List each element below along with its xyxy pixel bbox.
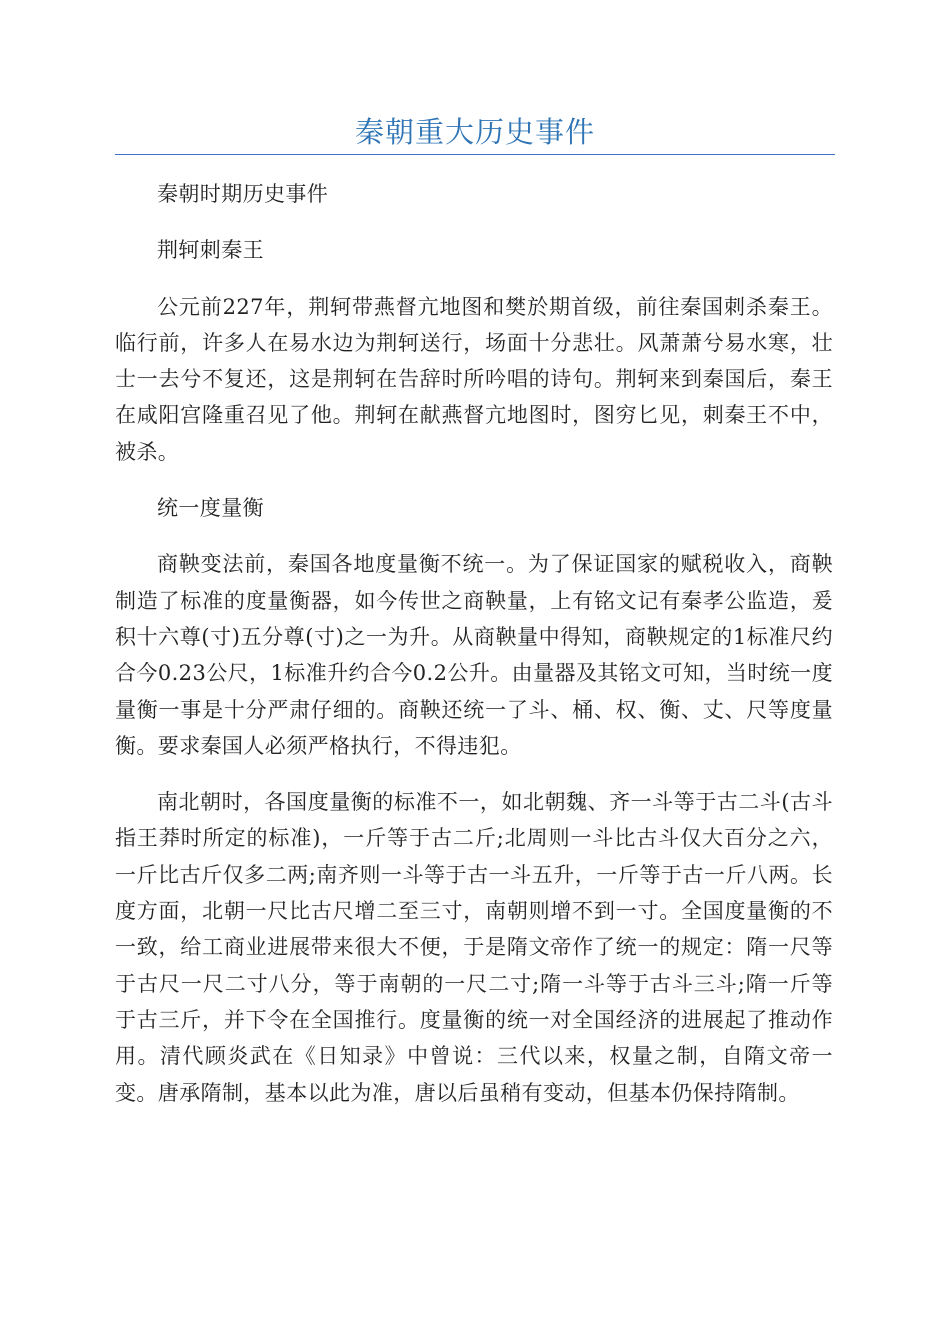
- paragraph-north-south-dynasties: 南北朝时，各国度量衡的标准不一，如北朝魏、齐一斗等于古二斗(古斗指王莽时所定的标准)，一斤等于古二斤;北周则一斗比古斗仅大百分之六，一斤比古斤仅多二两;南齐则一斗等于古一斗五升，一斤等于古一斤八两。长度方面，北朝一尺比古尺增二至三寸，南朝则增不到一寸。全国度量衡的不一致，给工商业进展带来很大不便，于是隋文帝作了统一的规定：隋一尺等于古尺一尺二寸八分，等于南朝的一尺二寸;隋一斗等于古斗三斗;隋一斤等于古三斤，并下令在全国推行。度量衡的统一对全国经济的进展起了推动作用。清代顾炎武在《日知录》中曾说：三代以来，权量之制，自隋文帝一变。唐承隋制，基本以此为准，唐以后虽稍有变动，但基本仍保持隋制。: [115, 790, 833, 1105]
- subheading-measures: 统一度量衡: [157, 496, 264, 521]
- document-title: 秦朝重大历史事件: [354, 115, 595, 149]
- paragraph-jingke: 公元前227年，荆轲带燕督亢地图和樊於期首级，前往秦国刺杀秦王。临行前，许多人在易水边为荆轲送行，场面十分悲壮。风萧萧兮易水寒，壮士一去兮不复还，这是荆轲在告辞时所吟唱的诗句。荆轲来到秦国后，秦王在咸阳宫隆重召见了他。荆轲在献燕督亢地图时，图穷匕见，刺秦王不中，被杀。: [115, 294, 833, 464]
- document-body: [115, 176, 833, 1131]
- title-underline: [115, 154, 835, 155]
- section-heading-qin-events: 秦朝时期历史事件: [157, 182, 329, 206]
- paragraph-shangyang: 商鞅变法前，秦国各地度量衡不统一。为了保证国家的赋税收入，商鞅制造了标准的度量衡器，如今传世之商鞅量，上有铭文记有秦孝公监造，爰积十六尊(寸)五分尊(寸)之一为升。从商鞅量中得知，商鞅规定的1标准尺约合今0.23公尺，1标准升约合今0.2公升。由量器及其铭文可知，当时统一度量衡一事是十分严肃仔细的。商鞅还统一了斗、桶、权、衡、丈、尺等度量衡。要求秦国人必须严格执行，不得违犯。: [115, 552, 833, 758]
- subheading-jingke: 荆轲刺秦王: [157, 238, 264, 263]
